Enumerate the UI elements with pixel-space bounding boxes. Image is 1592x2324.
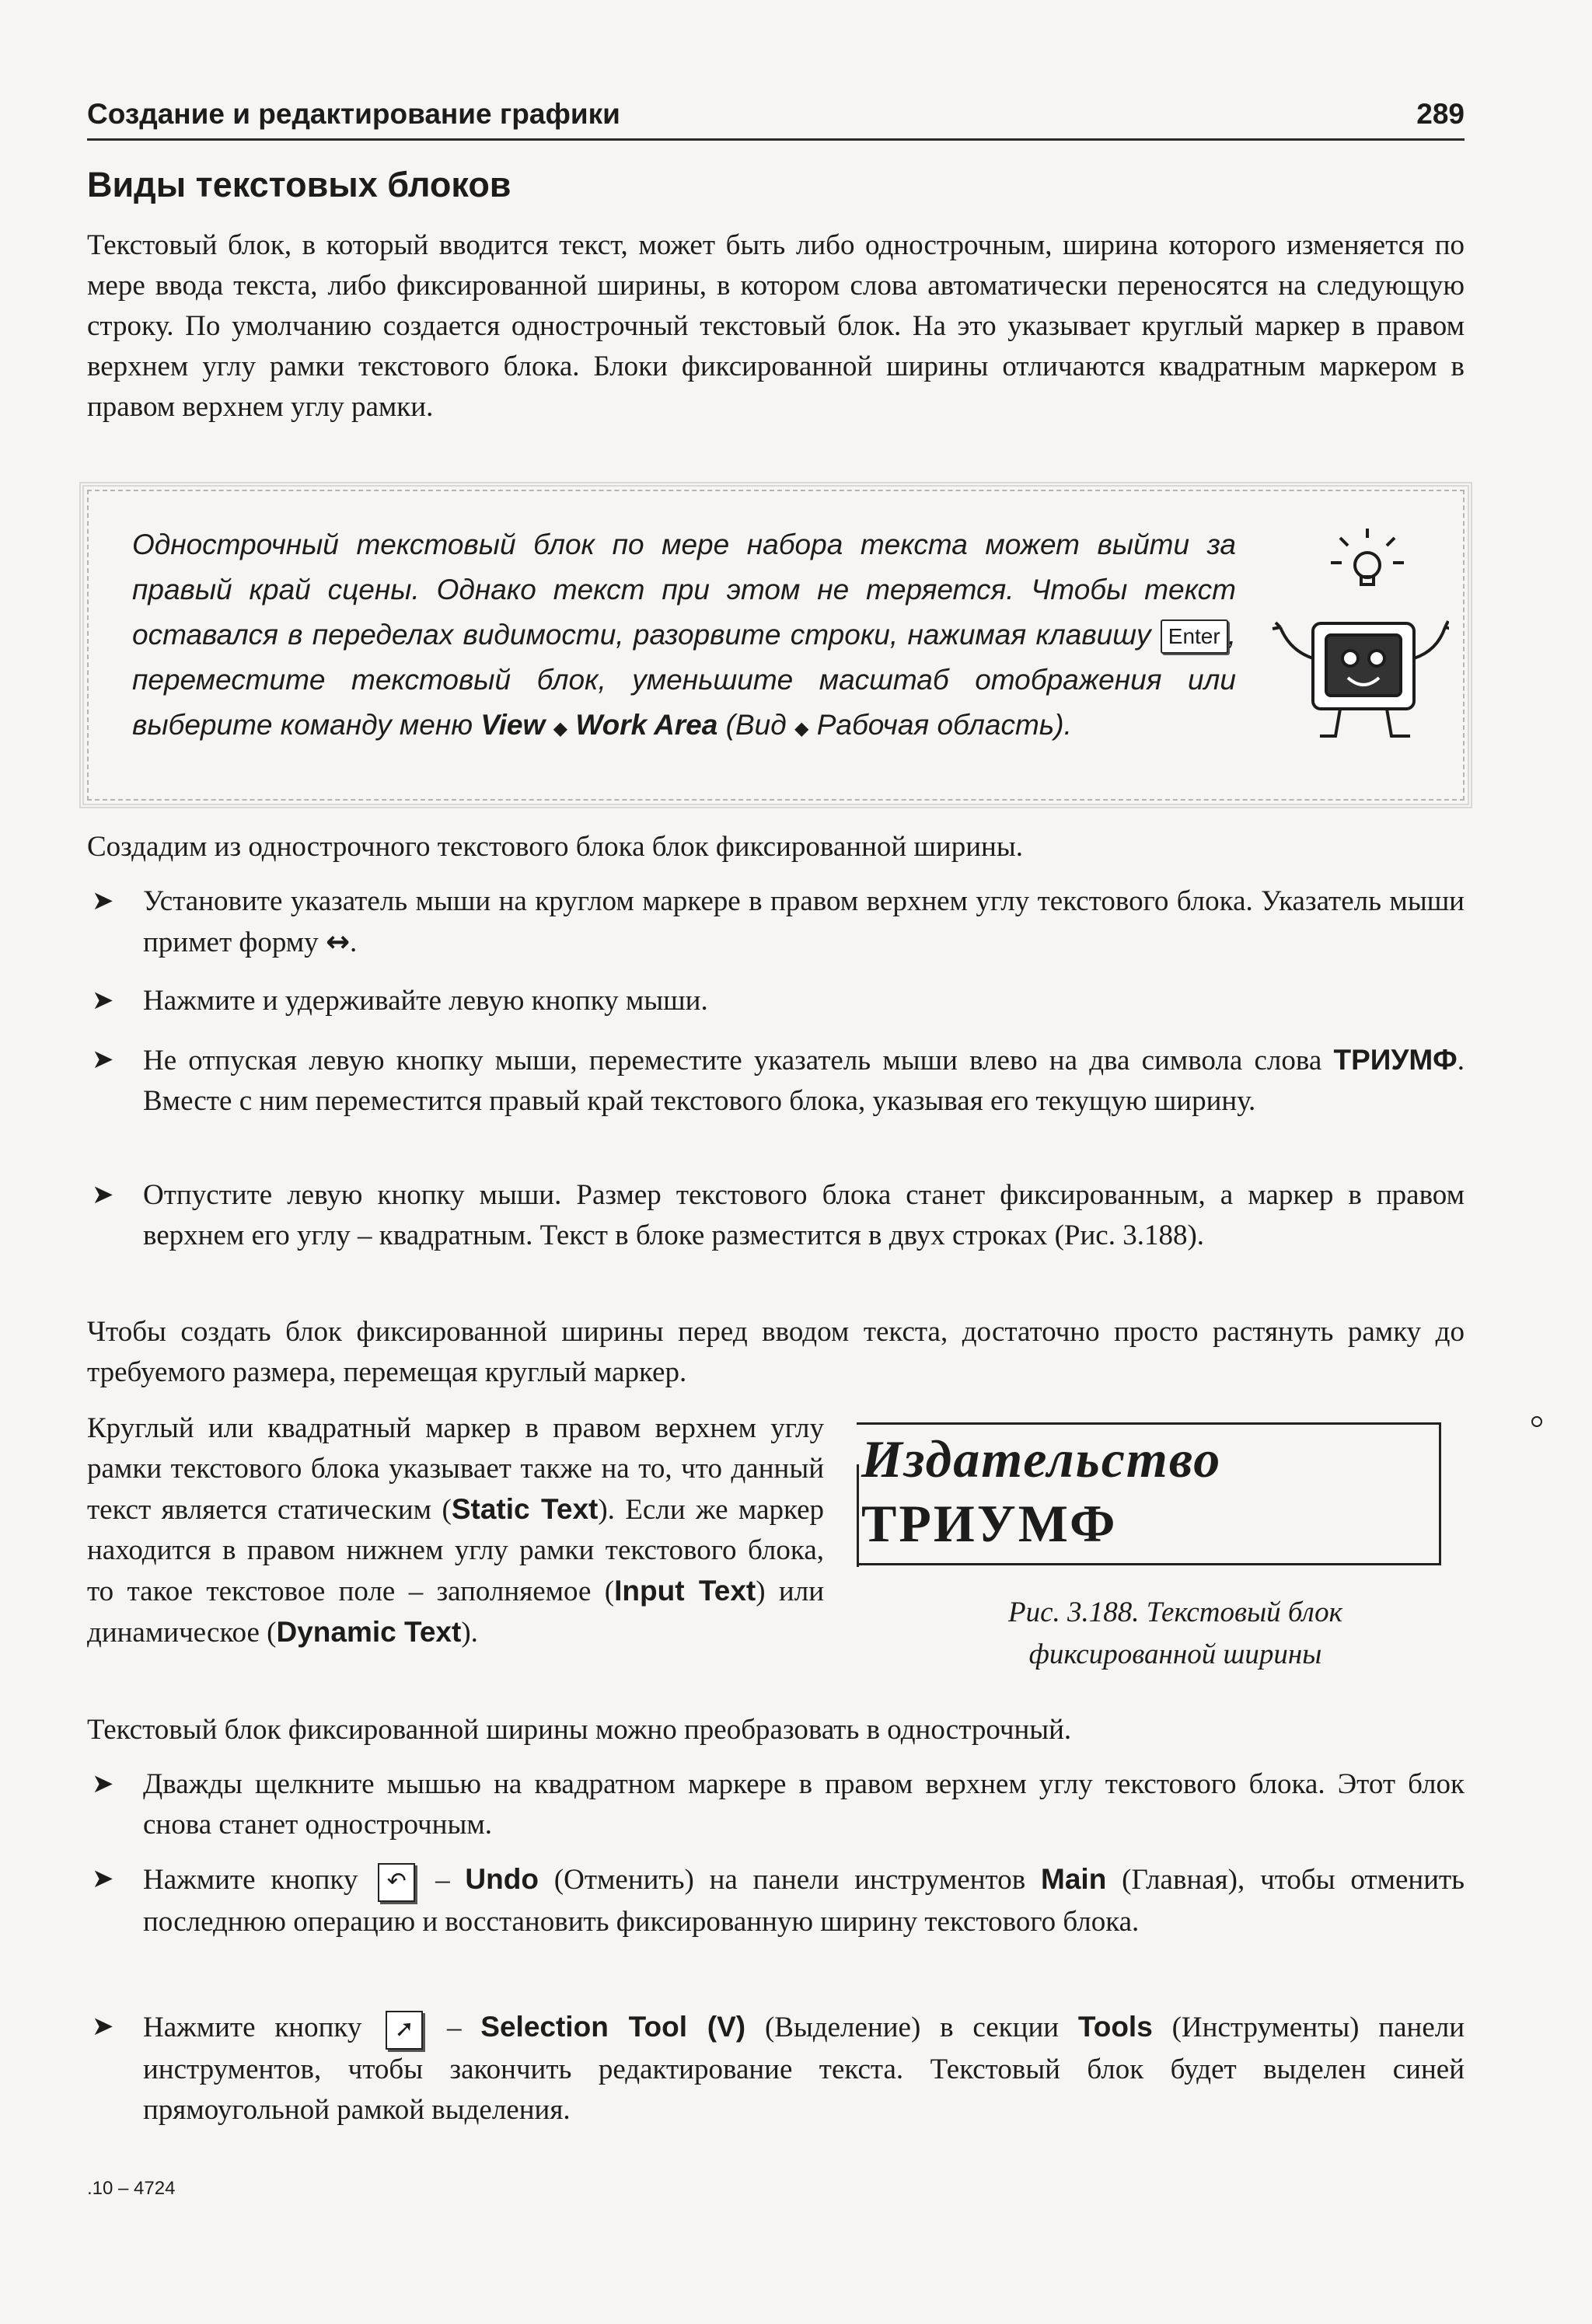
page-number: 289: [1416, 98, 1465, 130]
bullet-arrow-icon: ➤: [92, 2012, 114, 2041]
list-item: ➤ Нажмите кнопку ➚ – Selection Tool (V) (Выделение) в секции Tools (Инструменты) панели инструментов, чтобы закончить редактирование текста. Текстовый блок будет выделен синей прямоугольной рамкой выделения.: [87, 2007, 1465, 2130]
undo-button-icon: ↶: [378, 1863, 415, 1902]
bullet-arrow-icon: ➤: [92, 1865, 114, 1893]
bullet-arrow-icon: ➤: [92, 887, 114, 916]
bullet-arrow-icon: ➤: [92, 986, 114, 1015]
create-paragraph: Создадим из однострочного текстового блока блок фиксированной ширины.: [87, 831, 1023, 863]
convert-paragraph: Текстовый блок фиксированной ширины можно преобразовать в однострочный.: [87, 1714, 1072, 1746]
list-item: ➤ Дважды щелкните мышью на квадратном маркере в правом верхнем углу текстового блока. Этот блок снова станет однострочным.: [87, 1764, 1465, 1845]
computer-mascot-icon: [1270, 522, 1449, 763]
list-item: ➤ Установите указатель мыши на круглом маркере в правом верхнем углу текстового блока. Указатель мыши примет форму ↔.: [87, 881, 1465, 963]
menu-view: View: [480, 709, 546, 741]
round-marker-icon: [1531, 1416, 1542, 1427]
bullet-arrow-icon: ➤: [92, 1045, 114, 1074]
figure-caption: Рис. 3.188. Текстовый блок фиксированной ширины: [1008, 1596, 1342, 1670]
enter-key-icon: Enter: [1161, 619, 1228, 654]
figure-text-line2: ТРИУМФ: [861, 1494, 1118, 1553]
fixed-width-paragraph: Чтобы создать блок фиксированной ширины перед вводом текста, достаточно просто растянуть рамку до требуемого размера, перемещая круглый маркер.: [87, 1316, 1465, 1388]
menu-work-area: Work Area: [575, 709, 718, 741]
menu-arrow-icon: ◆: [794, 718, 809, 739]
figure-text-line1: Издательство: [861, 1429, 1222, 1488]
list-item: ➤ Нажмите кнопку ↶ – Undo (Отменить) на панели инструментов Main (Главная), чтобы отменить последнюю операцию и восстановить фиксированную ширину текстового блока.: [87, 1859, 1465, 1942]
selection-tool-button-icon: ➚: [386, 2011, 423, 2050]
menu-arrow-icon: ◆: [553, 718, 568, 739]
tip-box: [87, 490, 1465, 801]
tip-text: Однострочный текстовый блок по мере набора текста может выйти за правый край сцены. Однако текст при этом не теряется. Чтобы текст оставался в переделах видимости, разорвите строки, нажимая клавишу Enter , переместите текстовый блок, уменьшите масштаб отображения или выберите команду меню View ◆ Work Area (Вид ◆ Рабочая область).: [132, 529, 1236, 741]
running-header: [87, 98, 1465, 141]
bullet-arrow-icon: ➤: [92, 1770, 114, 1799]
marker-explanation: Круглый или квадратный маркер в правом верхнем углу рамки текстового блока указывает также на то, что данный текст является статическим (Static Text). Если же маркер находится в правом нижнем углу рамки текстового блока, то такое текстовое поле – заполняемое (Input Text) или динамическое (Dynamic Text).: [87, 1412, 825, 1649]
intro-paragraph: Текстовый блок, в который вводится текст, может быть либо однострочным, ширина которого изменяется по мере ввода текста, либо фиксированной ширины, в котором слова автоматически переносятся на следующую строку. По умолчанию создается однострочный текстовый блок. На это указывает круглый маркер в правом верхнем углу рамки текстового блока. Блоки фиксированной ширины отличаются квадратным маркером в правом верхнем углу рамки.: [87, 229, 1465, 423]
section-title: Виды текстовых блоков: [87, 165, 511, 204]
page-footer: .10 – 4724: [87, 2178, 176, 2199]
list-item: ➤ Не отпуская левую кнопку мыши, переместите указатель мыши влево на два символа слова ТРИУМФ. Вместе с ним переместится правый край текстового блока, указывая его текущую ширину.: [87, 1040, 1465, 1122]
text-block-cursor: [857, 1464, 859, 1567]
bullet-arrow-icon: ➤: [92, 1181, 114, 1209]
resize-cursor-icon: ↔: [325, 925, 350, 958]
list-item: ➤ Отпустите левую кнопку мыши. Размер текстового блока станет фиксированным, а маркер в правом верхнем его углу – квадратным. Текст в блоке разместится в двух строках (Рис. 3.188).: [87, 1175, 1465, 1256]
list-item: ➤ Нажмите и удерживайте левую кнопку мыши.: [87, 981, 1465, 1021]
chapter-title: Создание и редактирование графики: [87, 98, 620, 130]
